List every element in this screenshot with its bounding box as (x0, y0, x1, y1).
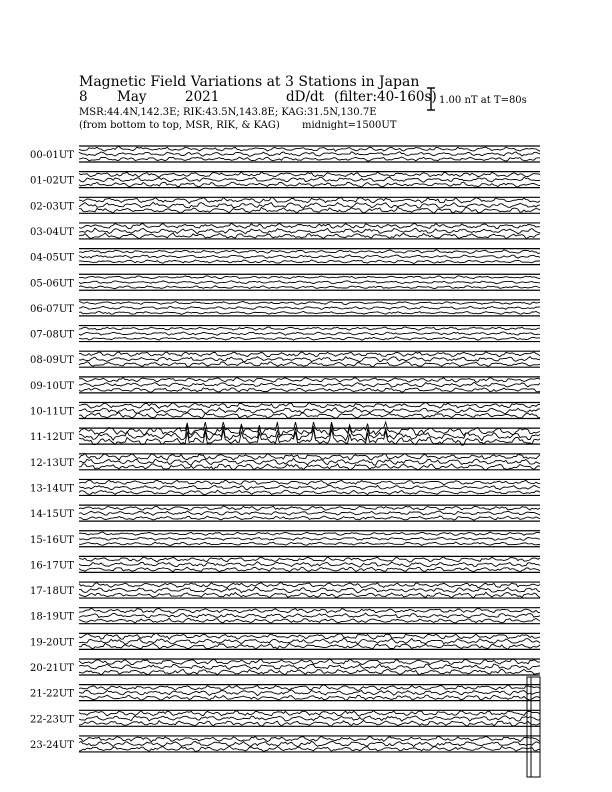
hour-row-14-15ut (30, 505, 540, 521)
trace-kag (79, 223, 540, 229)
hour-row-12-13ut (30, 453, 540, 470)
hour-row-label: 00-01UT (30, 150, 74, 161)
trace-kag (79, 378, 540, 383)
hour-row-06-07ut (30, 300, 540, 316)
trace-rik (79, 228, 540, 234)
hour-row-03-04ut (30, 223, 540, 239)
trace-rik (79, 638, 540, 644)
hour-row-08-09ut (30, 351, 540, 367)
trace-rik (79, 613, 540, 618)
station-order-note: (from bottom to top, MSR, RIK, & KAG) (79, 120, 280, 131)
scale-bar-label: 1.00 nT at T=80s (439, 95, 527, 106)
trace-msr (79, 157, 540, 161)
hour-row-label: 23-24UT (30, 739, 74, 751)
trace-kag (79, 685, 540, 691)
hour-row-13-14ut (30, 479, 540, 495)
scale-bar (427, 88, 527, 110)
hour-row-17-18ut (30, 582, 540, 598)
trace-rik (79, 306, 540, 309)
trace-kag (79, 711, 540, 717)
quantity-label: dD/dt (286, 89, 325, 105)
filter-label: (filter:40-160s) (334, 89, 437, 105)
hour-row-10-11ut (30, 402, 540, 418)
trace-msr (79, 592, 540, 597)
trace-msr (79, 429, 540, 445)
trace-rik (79, 281, 540, 284)
hour-row-label: 03-04UT (30, 226, 74, 238)
hour-row-label: 07-08UT (30, 329, 74, 341)
trace-rik (79, 357, 540, 362)
trace-msr (79, 388, 540, 393)
trace-kag (79, 736, 540, 742)
hour-row-label: 09-10UT (30, 380, 74, 392)
trace-msr (79, 695, 540, 700)
chart-title: Magnetic Field Variations at 3 Stations in Japan (79, 74, 420, 90)
hour-row-label: 18-19UT (30, 611, 74, 623)
hour-rows (30, 146, 540, 752)
hour-row-19-20ut (30, 633, 540, 649)
hour-row-label: 16-17UT (30, 560, 74, 572)
trace-msr (79, 207, 540, 213)
hour-row-20-21ut (30, 659, 540, 675)
date-year: 2021 (185, 89, 220, 105)
trace-msr (79, 643, 540, 649)
trace-kag (79, 583, 540, 588)
trace-rik (79, 382, 540, 387)
hour-row-22-23ut (30, 710, 540, 726)
hour-row-label: 20-21UT (30, 663, 74, 674)
date-month: May (117, 89, 147, 105)
hour-row-15-16ut (30, 531, 540, 547)
trace-rik (79, 485, 540, 490)
hour-row-label: 10-11UT (30, 406, 74, 418)
hour-row-label: 19-20UT (30, 637, 74, 649)
hour-row-01-02ut (30, 172, 540, 188)
hour-row-label: 11-12UT (30, 432, 74, 444)
trace-msr (79, 337, 540, 340)
hour-row-label: 17-18UT (30, 586, 74, 598)
trace-msr (79, 567, 540, 572)
trace-rik (79, 537, 540, 540)
trace-kag (79, 480, 540, 485)
trace-msr (79, 542, 540, 546)
trace-msr (79, 490, 540, 495)
trace-rik (79, 255, 540, 258)
hour-row-label: 21-22UT (30, 688, 74, 700)
trace-kag (79, 301, 540, 304)
trace-rik (79, 690, 540, 696)
trace-rik (79, 664, 540, 670)
hour-row-07-08ut (30, 326, 540, 342)
hour-row-label: 22-23UT (30, 714, 74, 726)
trace-rik (79, 511, 540, 515)
hour-row-16-17ut (30, 556, 540, 572)
trace-rik (79, 152, 540, 157)
hour-row-label: 01-02UT (30, 175, 74, 187)
hour-row-00-01ut (30, 146, 540, 162)
trace-msr (79, 746, 540, 751)
trace-kag (79, 532, 540, 535)
trace-rik (79, 587, 540, 593)
trace-rik (79, 177, 540, 182)
hour-row-21-22ut (30, 685, 540, 701)
trace-msr (79, 362, 540, 367)
overflow-marker (527, 677, 540, 777)
trace-rik (79, 423, 540, 441)
hour-row-23-24ut (30, 736, 540, 752)
trace-rik (79, 458, 540, 465)
hour-row-label: 08-09UT (30, 355, 74, 367)
trace-kag (79, 659, 540, 665)
trace-kag (79, 557, 540, 562)
trace-kag (79, 402, 540, 408)
trace-rik (79, 202, 540, 208)
hour-row-label: 13-14UT (30, 483, 74, 495)
overflow-box-outer (527, 677, 540, 777)
trace-kag (79, 327, 540, 330)
hour-row-09-10ut (30, 377, 540, 393)
hour-row-18-19ut (30, 608, 540, 624)
trace-rik (79, 562, 540, 567)
trace-msr (79, 413, 540, 419)
trace-kag (79, 608, 540, 613)
trace-kag (79, 634, 540, 640)
trace-msr (79, 286, 540, 289)
trace-msr (79, 516, 540, 520)
hour-row-label: 14-15UT (30, 509, 74, 521)
hour-row-05-06ut (30, 274, 540, 290)
hour-row-04-05ut (30, 249, 540, 265)
midnight-note: midnight=1500UT (302, 120, 397, 131)
trace-kag (79, 250, 540, 254)
trace-kag (79, 276, 540, 279)
hour-row-label: 05-06UT (30, 278, 74, 290)
trace-kag (79, 197, 540, 203)
trace-msr (79, 618, 540, 623)
hour-row-label: 15-16UT (30, 534, 74, 546)
trace-msr (79, 182, 540, 187)
hour-row-label: 02-03UT (30, 201, 74, 213)
date-day: 8 (79, 89, 88, 105)
trace-rik (79, 716, 540, 721)
trace-rik (79, 741, 540, 746)
hour-row-02-03ut (30, 197, 540, 213)
trace-kag (79, 352, 540, 357)
trace-rik (79, 332, 540, 335)
hour-row-label: 04-05UT (30, 252, 74, 264)
trace-kag (79, 172, 540, 177)
trace-rik (79, 408, 540, 414)
trace-msr (79, 233, 540, 239)
trace-msr (79, 260, 540, 264)
trace-kag (79, 147, 540, 152)
hour-row-11-12ut (30, 422, 540, 445)
trace-kag (79, 506, 540, 510)
hour-row-label: 06-07UT (30, 303, 74, 315)
trace-msr (79, 669, 540, 675)
hour-row-label: 12-13UT (30, 457, 74, 469)
trace-msr (79, 720, 540, 726)
trace-msr (79, 312, 540, 315)
station-coordinates: MSR:44.4N,142.3E; RIK:43.5N,143.8E; KAG:31.5N,130.7E (79, 107, 377, 118)
